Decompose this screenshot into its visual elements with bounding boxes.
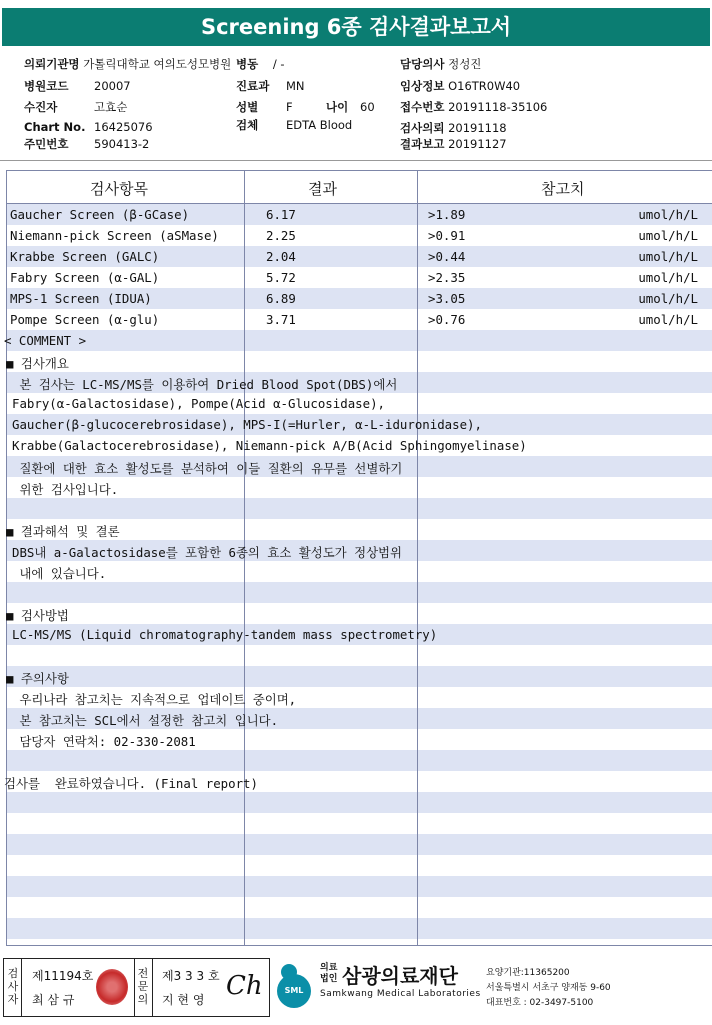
clinical-info-field: 임상정보 O16TR0W40 — [400, 79, 521, 93]
examiner-seal — [96, 969, 128, 1005]
reference-range: >3.05 — [428, 291, 466, 306]
section-title-caution: ■ 주의사항 — [6, 671, 69, 686]
overview-line: Gaucher(β-glucocerebrosidase), MPS-I(=Hurler, α-L-iduronidase), — [12, 417, 482, 432]
patient-field: 수진자 고효순 — [24, 100, 128, 114]
row-band — [6, 666, 712, 687]
caution-line: 담당자 연락처: 02-330-2081 — [12, 734, 196, 749]
overview-line: 위한 검사입니다. — [12, 482, 119, 497]
sex-field: 성별 F — [236, 100, 293, 114]
reference-range: >0.76 — [428, 312, 466, 327]
table-col-divider-2 — [417, 170, 418, 946]
reference-range: >1.89 — [428, 207, 466, 222]
test-name: MPS-1 Screen (IDUA) — [10, 291, 152, 306]
specimen-field: 검체 EDTA Blood — [236, 118, 353, 132]
specialist-name: 지 현 영 — [162, 993, 205, 1007]
overview-line: Krabbe(Galactocerebrosidase), Niemann-pick A/B(Acid Sphingomyelinase) — [12, 438, 527, 453]
org-name: 삼광의료재단 — [342, 964, 458, 988]
department-field: 진료과 MN — [236, 79, 305, 93]
section-title-overview: ■ 검사개요 — [6, 356, 69, 371]
org-prefix: 의료 법인 — [320, 963, 338, 984]
column-header-test: 검사항목 — [90, 180, 148, 198]
specialist-label: 전문의 — [137, 967, 149, 1006]
specialist-license: 제3 3 3 호 — [162, 969, 220, 983]
table-top-border — [6, 170, 712, 171]
sml-logo — [272, 962, 316, 1010]
specialist-signature: Ch — [226, 971, 263, 1001]
row-band — [6, 498, 712, 519]
result-line: DBS내 a-Galactosidase를 포함한 6종의 효소 활성도가 정상범위 — [12, 545, 402, 560]
reference-range: >2.35 — [428, 270, 466, 285]
reported-date-field: 결과보고 20191127 — [400, 137, 507, 151]
receipt-field: 접수번호 20191118-35106 — [400, 100, 548, 114]
row-band — [6, 750, 712, 771]
chart-no-field: Chart No. 16425076 — [24, 120, 153, 134]
doctor-field: 담당의사 정성진 — [400, 57, 482, 71]
final-report-note: 검사를 완료하였습니다. (Final report) — [4, 776, 258, 791]
test-name: Niemann-pick Screen (aSMase) — [10, 228, 219, 243]
overview-line: 본 검사는 LC-MS/MS를 이용하여 Dried Blood Spot(DBS)에서 — [12, 377, 398, 392]
row-band — [6, 792, 712, 813]
row-band — [6, 918, 712, 939]
test-result: 6.89 — [266, 291, 296, 306]
examiner-label: 검사자 — [7, 967, 19, 1006]
hospital-code-field: 병원코드 20007 — [24, 79, 131, 93]
reference-range: >0.44 — [428, 249, 466, 264]
header-divider — [0, 160, 712, 161]
age-field: 나이 60 — [326, 100, 375, 114]
signature-box — [3, 958, 270, 1017]
examiner-license: 제11194호 — [32, 969, 94, 983]
institution-field: 의뢰기관명 가톨릭대학교 여의도성모병원 — [24, 57, 232, 71]
table-header-border — [6, 203, 712, 204]
test-name: Gaucher Screen (β-GCase) — [10, 207, 190, 222]
reference-unit: umol/h/L — [638, 228, 698, 243]
table-bottom-border — [6, 945, 712, 946]
org-address: 서울특별시 서초구 양재동 9-60 — [486, 983, 611, 993]
examiner-name: 최 삼 규 — [32, 993, 75, 1007]
caution-line: 우리나라 참고치는 지속적으로 업데이트 중이며, — [12, 692, 297, 707]
test-name: Pompe Screen (α-glu) — [10, 312, 160, 327]
table-left-border — [6, 170, 7, 946]
test-name: Fabry Screen (α-GAL) — [10, 270, 160, 285]
reference-unit: umol/h/L — [638, 291, 698, 306]
row-band — [6, 330, 712, 351]
test-result: 2.04 — [266, 249, 296, 264]
test-name: Krabbe Screen (GALC) — [10, 249, 160, 264]
org-phone: 대표번호 : 02-3497-5100 — [486, 998, 594, 1008]
overview-line: Fabry(α-Galactosidase), Pompe(Acid α-Glucosidase), — [12, 396, 385, 411]
column-header-reference: 참고치 — [541, 180, 585, 198]
row-band — [6, 582, 712, 603]
reference-range: >0.91 — [428, 228, 466, 243]
test-result: 5.72 — [266, 270, 296, 285]
test-result: 3.71 — [266, 312, 296, 327]
caution-line: 본 참고치는 SCL에서 설정한 참고치 입니다. — [12, 713, 279, 728]
logo-text: SML — [284, 986, 304, 995]
column-header-result: 결과 — [308, 180, 337, 198]
row-band — [6, 834, 712, 855]
result-line: 내에 있습니다. — [12, 566, 107, 581]
org-english: Samkwang Medical Laboratories — [320, 989, 481, 999]
comment-heading: < COMMENT > — [4, 333, 87, 348]
section-title-method: ■ 검사방법 — [6, 608, 69, 623]
overview-line: 질환에 대한 효소 활성도를 분석하여 이들 질환의 유무를 선별하기 — [12, 461, 403, 476]
resident-no-field: 주민번호 590413-2 — [24, 137, 150, 151]
test-result: 2.25 — [266, 228, 296, 243]
reference-unit: umol/h/L — [638, 270, 698, 285]
section-title-result: ■ 결과해석 및 결론 — [6, 524, 120, 539]
method-line: LC-MS/MS (Liquid chromatography-tandem mass spectrometry) — [12, 627, 438, 642]
reference-unit: umol/h/L — [638, 207, 698, 222]
report-title: Screening 6종 검사결과보고서 — [2, 8, 710, 46]
row-band — [6, 876, 712, 897]
ward-field: 병동 / - — [236, 57, 285, 71]
institution-number: 요양기관:11365200 — [486, 968, 570, 978]
test-result: 6.17 — [266, 207, 296, 222]
reference-unit: umol/h/L — [638, 249, 698, 264]
requested-date-field: 검사의뢰 20191118 — [400, 121, 507, 135]
reference-unit: umol/h/L — [638, 312, 698, 327]
